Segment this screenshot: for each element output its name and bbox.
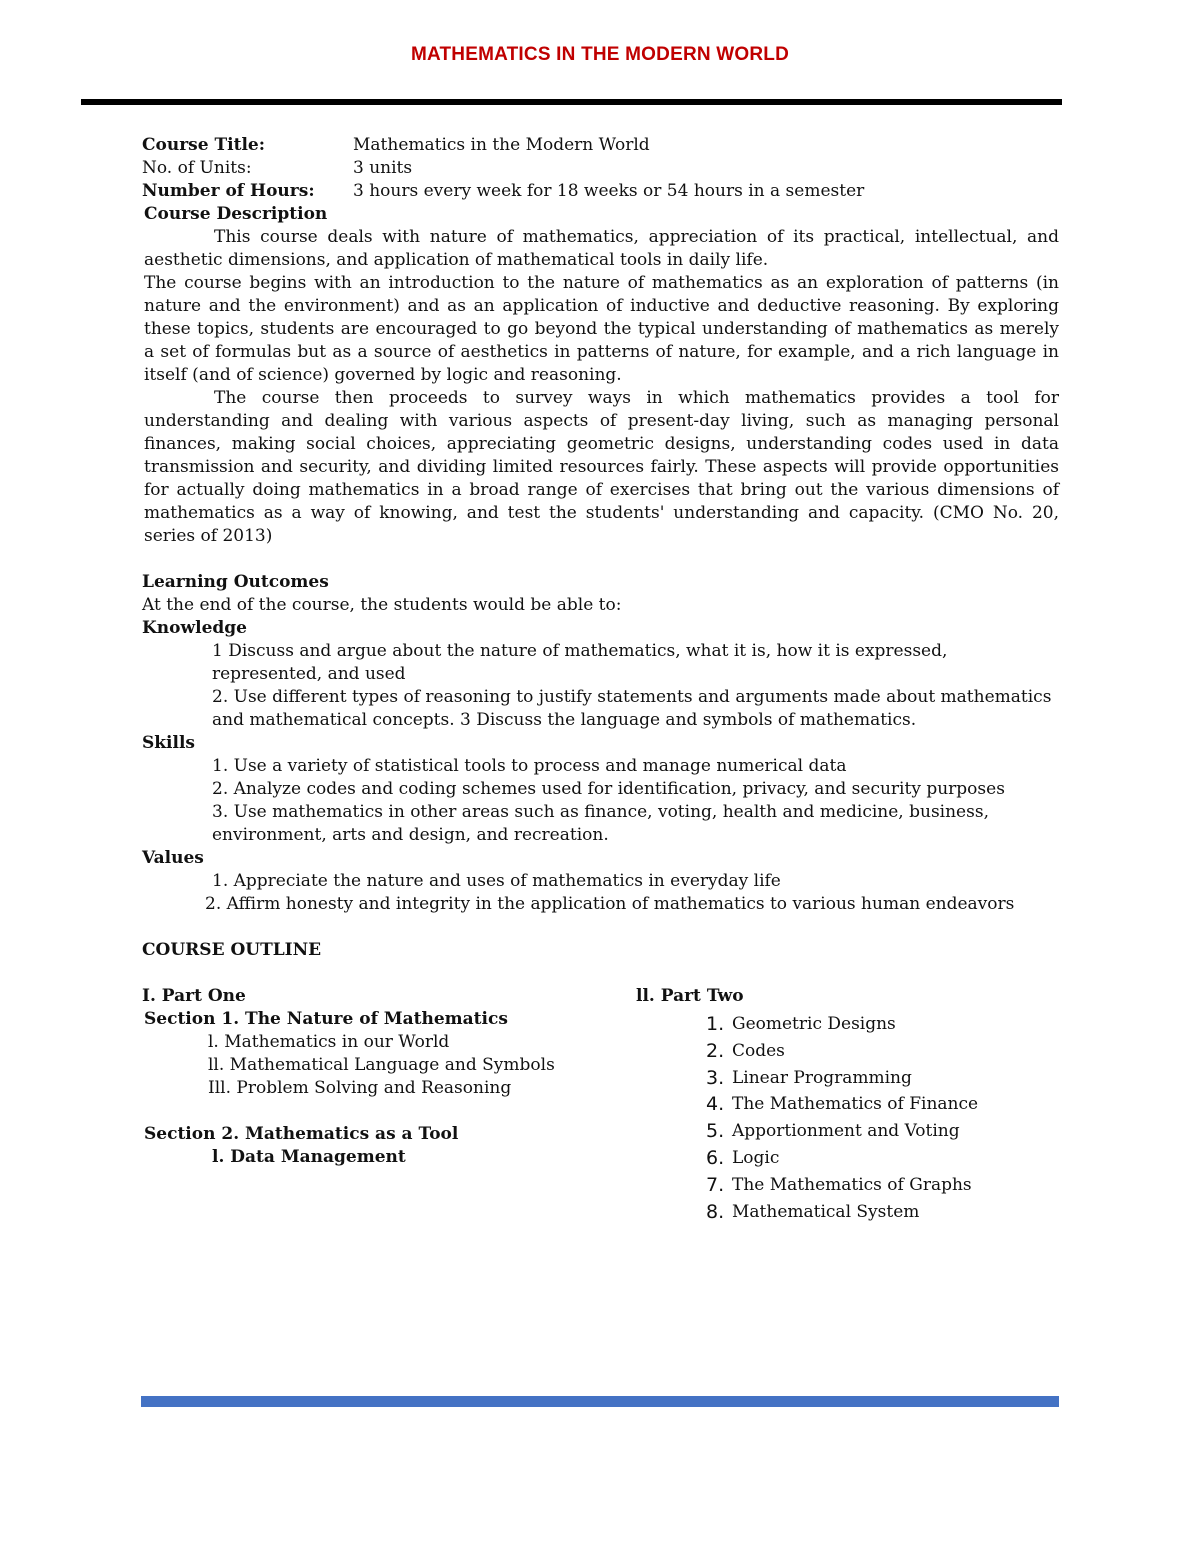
list-number: 1. [706, 1013, 725, 1035]
course-title-value: Mathematics in the Modern World [353, 135, 650, 155]
list-number: 8. [706, 1200, 725, 1223]
list-label: Apportionment and Voting [732, 1121, 960, 1142]
list-number: 7. [706, 1173, 725, 1196]
list-item: 2. Affirm honesty and integrity in the application of mathematics to various human endeavors [205, 894, 1015, 914]
hours-label: Number of Hours: [142, 181, 315, 201]
list-label: Codes [732, 1040, 785, 1061]
footer-divider [141, 1396, 1059, 1407]
section-2-heading: Section 2. Mathematics as a Tool [144, 1124, 459, 1144]
learning-outcomes-heading: Learning Outcomes [142, 572, 329, 592]
knowledge-heading: Knowledge [142, 618, 247, 638]
list-label: Linear Programming [732, 1067, 912, 1088]
units-label: No. of Units: [142, 158, 252, 178]
list-item [706, 1199, 1059, 1226]
list-number: 2. [706, 1039, 725, 1062]
list-item: ll. Mathematical Language and Symbols [208, 1055, 555, 1075]
values-heading: Values [142, 848, 204, 868]
course-outline-heading: COURSE OUTLINE [142, 940, 322, 960]
list-item: 1 Discuss and argue about the nature of mathematics, what it is, how it is expressed, represented, and used [212, 641, 948, 684]
page-header-title: MATHEMATICS IN THE MODERN WORLD [410, 44, 790, 65]
list-item: 2. Use different types of reasoning to justify statements and arguments made about mathematics and mathematical concepts. 3 Discuss the language and symbols of mathematics. [212, 687, 1052, 730]
list-item [706, 1011, 1059, 1038]
skills-heading: Skills [142, 733, 196, 753]
list-number: 4. [706, 1093, 725, 1116]
units-row [142, 157, 1059, 180]
list-item [706, 1118, 1059, 1145]
list-item [706, 1091, 1059, 1118]
part-two-heading: ll. Part Two [636, 986, 744, 1006]
list-number: 3. [706, 1066, 725, 1089]
list-item: 1. Use a variety of statistical tools to process and manage numerical data [212, 756, 847, 776]
list-item: 3. Use mathematics in other areas such as finance, voting, health and medicine, business, environment, arts and design, and recreation. [212, 802, 989, 845]
list-number: 5. [706, 1120, 725, 1143]
course-outline-columns [142, 985, 1059, 1225]
header-divider [81, 99, 1062, 105]
knowledge-list [142, 640, 1059, 732]
section-2-list [142, 1146, 636, 1169]
units-value: 3 units [353, 158, 413, 178]
hours-row [142, 180, 1059, 203]
description-paragraph-3: The course then proceeds to survey ways in which mathematics provides a tool for understanding and dealing with various aspects of present-day living, such as managing personal finances, making social choices, appreciating geometric designs, understanding codes used in data transmission and security, and dividing limited resources fairly. These aspects will provide opportunities for actually doing mathematics in a broad range of exercises that bring out the various dimensions of mathematics as a way of knowing, and test the students' understanding and capacity. (CMO No. 20, series of 2013) [144, 388, 1059, 546]
list-item [706, 1145, 1059, 1172]
list-item [706, 1172, 1059, 1199]
list-item: l. Mathematics in our World [208, 1032, 450, 1052]
list-item: 1. Appreciate the nature and uses of mathematics in everyday life [212, 871, 781, 891]
part-one-heading: I. Part One [142, 986, 246, 1006]
list-label: Logic [732, 1147, 780, 1168]
document-body [142, 134, 1059, 1225]
list-label: Mathematical System [732, 1201, 920, 1222]
list-item: l. Data Management [212, 1147, 406, 1167]
skills-list [142, 755, 1059, 847]
course-title-row [142, 134, 1059, 157]
list-label: Geometric Designs [732, 1014, 896, 1034]
values-list [142, 870, 1059, 916]
course-title-label: Course Title: [142, 135, 266, 155]
list-item [706, 1065, 1059, 1092]
list-number: 6. [706, 1146, 725, 1169]
section-1-list [142, 1031, 636, 1100]
list-label: The Mathematics of Finance [732, 1094, 979, 1115]
part-two-column [636, 985, 1059, 1225]
description-paragraph-1: This course deals with nature of mathematics, appreciation of its practical, intellectual, and aesthetic dimensions, and application of mathematical tools in daily life. [144, 227, 1059, 270]
part-one-column [142, 985, 636, 1225]
learning-outcomes-intro: At the end of the course, the students would be able to: [142, 595, 622, 615]
list-item: Ill. Problem Solving and Reasoning [208, 1078, 512, 1098]
hours-value: 3 hours every week for 18 weeks or 54 hours in a semester [353, 181, 865, 201]
section-1-heading: Section 1. The Nature of Mathematics [144, 1009, 508, 1029]
part-two-list [636, 1011, 1059, 1225]
course-description-heading: Course Description [144, 204, 328, 224]
list-label: The Mathematics of Graphs [732, 1174, 972, 1195]
list-item [706, 1038, 1059, 1065]
description-paragraph-2: The course begins with an introduction to the nature of mathematics as an exploration of patterns (in nature and the environment) and as an application of inductive and deductive reasoning. By exploring these topics, students are encouraged to go beyond the typical understanding of mathematics as merely a set of formulas but as a source of aesthetics in patterns of nature, for example, and a rich language in itself (and of science) governed by logic and reasoning. [144, 273, 1059, 385]
list-item: 2. Analyze codes and coding schemes used for identification, privacy, and security purposes [212, 779, 1005, 799]
